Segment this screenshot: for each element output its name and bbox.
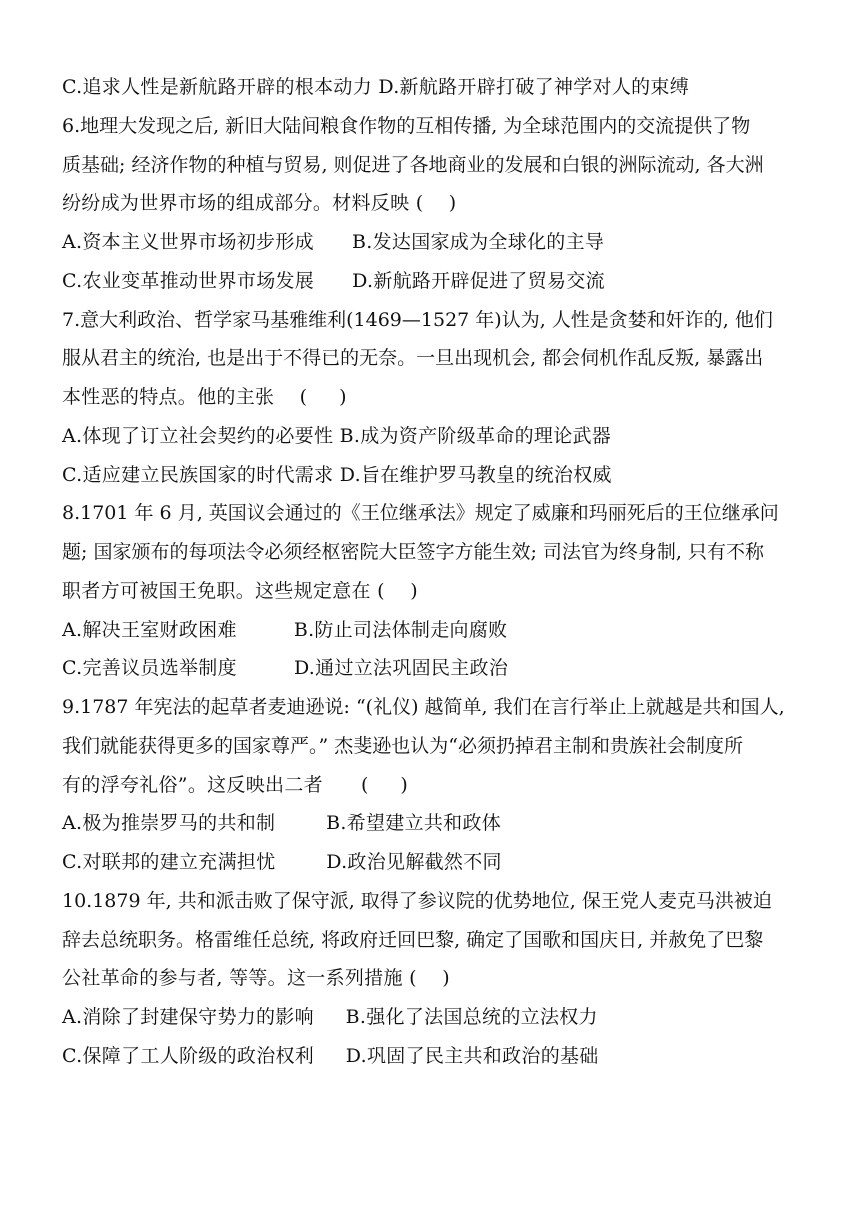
question-8-stem: 题; 国家颁布的每项法令必须经枢密院大臣签字方能生效; 司法官为终身制, 只有不称 <box>62 541 764 563</box>
question-7-stem: 服从君主的统治, 也是出于不得已的无奈。一旦出现机会, 都会伺机作乱反叛, 暴露出 <box>62 347 764 370</box>
question-10-options: C.保障了工人阶级的政治权利 D.巩固了民主共和政治的基础 <box>62 1044 599 1067</box>
question-6-stem: 6.地理大发现之后, 新旧大陆间粮食作物的互相传播, 为全球范围内的交流提供了物 <box>62 114 751 137</box>
question-8-stem: 8.1701 年 6 月, 英国议会通过的《王位继承法》规定了威廉和玛丽死后的王位继承问 <box>62 502 779 525</box>
exam-page <box>62 68 802 1076</box>
question-9-options: C.对联邦的建立充满担忧 D.政治见解截然不同 <box>62 851 502 873</box>
question-7-stem: 本性恶的特点。他的主张 ( ) <box>62 386 347 408</box>
question-9-stem: 有的浮夸礼俗”。这反映出二者 ( ) <box>62 773 409 796</box>
question-8-stem: 职者方可被国王免职。这些规定意在 ( ) <box>62 579 418 602</box>
question-8-options: A.解决王室财政困难 B.防止司法体制走向腐败 <box>62 618 508 641</box>
question-6-options: A.资本主义世界市场初步形成 B.发达国家成为全球化的主导 <box>62 231 605 253</box>
question-10-stem: 10.1879 年, 共和派击败了保守派, 取得了参议院的优势地位, 保王党人麦克马洪被迫 <box>62 889 772 912</box>
question-7-options: C.适应建立民族国家的时代需求 D.旨在维护罗马教皇的统治权威 <box>62 463 612 486</box>
question-7-options: A.体现了订立社会契约的必要性 B.成为资产阶级革命的理论武器 <box>62 424 612 447</box>
question-9-stem: 9.1787 年宪法的起草者麦迪逊说: “(礼仪) 越简单, 我们在言行举止上就越是共和国人, <box>62 696 785 718</box>
question-10-stem: 公社革命的参与者, 等等。这一系列措施 ( ) <box>62 967 450 990</box>
question-9-stem: 我们就能获得更多的国家尊严。” 杰斐逊也认为“必须扔掉君主制和贵族社会制度所 <box>62 734 743 757</box>
question-6-options: C.农业变革推动世界市场发展 D.新航路开辟促进了贸易交流 <box>62 269 605 292</box>
question-10-stem: 辞去总统职务。格雷维任总统, 将政府迁回巴黎, 确定了国歌和国庆日, 并赦免了巴黎 <box>62 928 764 951</box>
option-line: C.追求人性是新航路开辟的根本动力 D.新航路开辟打破了神学对人的束缚 <box>62 76 690 98</box>
question-8-options: C.完善议员选举制度 D.通过立法巩固民主政治 <box>62 657 509 680</box>
question-6-stem: 质基础; 经济作物的种植与贸易, 则促进了各地商业的发展和白银的洲际流动, 各大洲 <box>62 153 764 176</box>
question-6-stem: 纷纷成为世界市场的组成部分。材料反映 ( ) <box>62 192 457 215</box>
question-9-options: A.极为推崇罗马的共和制 B.希望建立共和政体 <box>62 812 502 835</box>
question-10-options: A.消除了封建保守势力的影响 B.强化了法国总统的立法权力 <box>62 1006 598 1028</box>
question-7-stem: 7.意大利政治、哲学家马基雅维利(1469—1527 年)认为, 人性是贪婪和奸诈的, 他们 <box>62 308 773 331</box>
